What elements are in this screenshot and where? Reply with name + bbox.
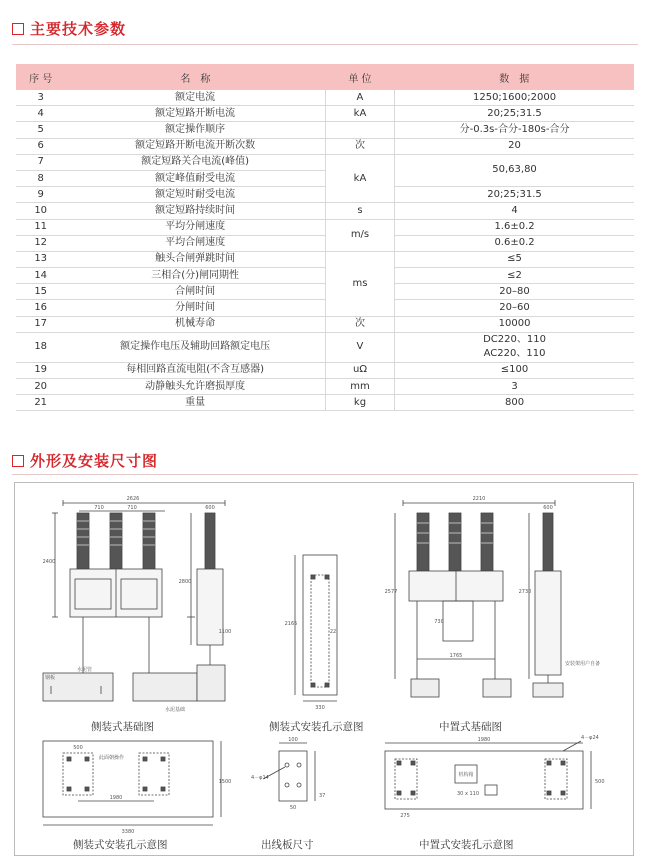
dim-label: 1980 bbox=[477, 737, 491, 743]
cell-data: 800 bbox=[395, 395, 634, 411]
table-row bbox=[16, 203, 634, 219]
cell-no: 4 bbox=[16, 106, 65, 122]
dim-label: 2165 bbox=[284, 621, 298, 627]
cell-data: 3 bbox=[395, 379, 634, 395]
cell-unit: kg bbox=[325, 395, 394, 411]
cell-no: 10 bbox=[16, 203, 65, 219]
table-row bbox=[16, 379, 634, 395]
outlet-plate-drawing bbox=[263, 743, 315, 801]
cell-name: 动静触头允许磨损厚度 bbox=[65, 379, 325, 395]
dim-label: 500 bbox=[73, 745, 83, 751]
cell-data: 20 bbox=[395, 138, 634, 154]
cell-name: 机械寿命 bbox=[65, 316, 325, 332]
caption-outlet: 出线板尺寸 bbox=[261, 839, 314, 851]
side-mount-breaker-drawing bbox=[43, 500, 225, 701]
dim-label: 22 bbox=[329, 629, 337, 635]
cell-no: 13 bbox=[16, 251, 65, 267]
header-data: 数 据 bbox=[395, 64, 634, 90]
cell-no: 5 bbox=[16, 122, 65, 138]
cell-unit: m/s bbox=[325, 219, 394, 251]
dim-label: 730 bbox=[434, 619, 444, 625]
cell-no: 6 bbox=[16, 138, 65, 154]
note-label: 水泥管 bbox=[77, 667, 93, 673]
table-row bbox=[16, 106, 634, 122]
cell-data: ≤2 bbox=[395, 268, 634, 284]
cell-name: 三相合(分)闸同期性 bbox=[65, 268, 325, 284]
table-row bbox=[16, 90, 634, 106]
dim-label: 330 bbox=[315, 705, 325, 711]
caption-side-hole-plan: 侧装式安装孔示意图 bbox=[73, 839, 168, 851]
dim-label: 710 bbox=[127, 505, 137, 511]
dim-label: 2626 bbox=[126, 496, 140, 502]
dim-label: 1500 bbox=[218, 779, 232, 785]
cell-name: 平均分闸速度 bbox=[65, 219, 325, 235]
note-label: 此面朝操作 bbox=[99, 755, 125, 761]
dim-label: 275 bbox=[400, 813, 410, 819]
cell-name: 额定操作顺序 bbox=[65, 122, 325, 138]
cell-no: 3 bbox=[16, 90, 65, 106]
cell-no: 9 bbox=[16, 187, 65, 203]
cell-name: 合闸时间 bbox=[65, 284, 325, 300]
cell-unit: mm bbox=[325, 379, 394, 395]
note-label: 安装架用户自备 bbox=[565, 661, 601, 667]
cell-name: 额定电流 bbox=[65, 90, 325, 106]
table-row bbox=[16, 268, 634, 284]
dim-label: 2800 bbox=[178, 579, 192, 585]
caption-mid-base: 中置式基础图 bbox=[439, 721, 502, 733]
table-row bbox=[16, 187, 634, 203]
cell-name: 额定短路开断电流开断次数 bbox=[65, 138, 325, 154]
dim-label: 1100 bbox=[218, 629, 232, 635]
cell-no: 14 bbox=[16, 268, 65, 284]
note-label: 机构箱 bbox=[458, 772, 474, 778]
dim-label: 600 bbox=[543, 505, 553, 511]
dim-label: 2210 bbox=[472, 496, 486, 502]
cell-unit: uΩ bbox=[325, 362, 394, 378]
cell-data: 0.6±0.2 bbox=[395, 235, 634, 251]
cell-data: 20–60 bbox=[395, 300, 634, 316]
drawing-section-title: 外形及安装尺寸图 bbox=[30, 452, 159, 470]
dim-label: 100 bbox=[288, 737, 298, 743]
cell-unit: kA bbox=[325, 106, 394, 122]
cell-name: 额定峰值耐受电流 bbox=[65, 170, 325, 186]
caption-side-hole: 侧装式安装孔示意图 bbox=[269, 721, 364, 733]
cell-name: 额定短时耐受电流 bbox=[65, 187, 325, 203]
cell-name: 额定操作电压及辅助回路额定电压 bbox=[65, 332, 325, 362]
cell-no: 20 bbox=[16, 379, 65, 395]
cell-no: 19 bbox=[16, 362, 65, 378]
dim-label: 2400 bbox=[42, 559, 56, 565]
cell-no: 15 bbox=[16, 284, 65, 300]
cell-data: ≤100 bbox=[395, 362, 634, 378]
dim-label: 3380 bbox=[121, 829, 135, 835]
table-row bbox=[16, 362, 634, 378]
cell-name: 平均合闸速度 bbox=[65, 235, 325, 251]
cell-no: 17 bbox=[16, 316, 65, 332]
table-row bbox=[16, 332, 634, 362]
side-mount-hole-drawing bbox=[295, 555, 337, 701]
dim-label: 2730 bbox=[518, 589, 532, 595]
dimension-drawing bbox=[15, 483, 633, 855]
dim-label: 1765 bbox=[449, 653, 463, 659]
cell-name: 分闸时间 bbox=[65, 300, 325, 316]
header-name: 名 称 bbox=[65, 64, 325, 90]
middle-mount-breaker-drawing bbox=[395, 500, 563, 697]
cell-unit: V bbox=[325, 332, 394, 362]
cell-data-line: DC220、110 bbox=[483, 334, 546, 346]
cell-name: 触头合闸弹跳时间 bbox=[65, 251, 325, 267]
dim-label: 710 bbox=[94, 505, 104, 511]
divider bbox=[12, 474, 638, 475]
cell-unit: kA bbox=[325, 154, 394, 203]
cell-data-line: AC220、110 bbox=[483, 348, 546, 360]
spec-section-header bbox=[12, 18, 126, 39]
caption-mid-hole-plan: 中置式安装孔示意图 bbox=[419, 839, 514, 851]
cell-data: 50,63,80 bbox=[395, 154, 634, 186]
cell-no: 21 bbox=[16, 395, 65, 411]
table-row bbox=[16, 138, 634, 154]
spec-table bbox=[16, 64, 634, 411]
table-row bbox=[16, 122, 634, 138]
cell-unit: ms bbox=[325, 251, 394, 316]
checkbox-square-icon bbox=[12, 455, 24, 467]
dim-label: 600 bbox=[205, 505, 215, 511]
header-no: 序 号 bbox=[16, 64, 65, 90]
cell-data: 20;25;31.5 bbox=[395, 187, 634, 203]
dim-label: 50 bbox=[289, 805, 297, 811]
cell-name: 每相回路直流电阻(不含互感器) bbox=[65, 362, 325, 378]
cell-data: 1.6±0.2 bbox=[395, 219, 634, 235]
cell-unit bbox=[325, 122, 394, 138]
note-label: 钢板 bbox=[45, 675, 56, 681]
checkbox-square-icon bbox=[12, 23, 24, 35]
cell-unit: s bbox=[325, 203, 394, 219]
cell-data: 4 bbox=[395, 203, 634, 219]
dim-label: 1980 bbox=[109, 795, 123, 801]
table-row bbox=[16, 284, 634, 300]
cell-data bbox=[395, 332, 634, 362]
dim-label: 30 x 110 bbox=[457, 791, 480, 797]
cell-name: 额定短路开断电流 bbox=[65, 106, 325, 122]
dim-label: 2577 bbox=[384, 589, 398, 595]
note-label: 水泥基础 bbox=[165, 707, 186, 713]
dim-label: 4－φ14 bbox=[251, 775, 269, 781]
dim-label: 37 bbox=[319, 793, 326, 799]
middle-hole-plan-drawing bbox=[385, 741, 591, 809]
cell-no: 18 bbox=[16, 332, 65, 362]
dimension-drawing-panel bbox=[14, 482, 634, 856]
cell-name: 额定短路关合电流(峰值) bbox=[65, 154, 325, 170]
cell-data: 分-0.3s-合分-180s-合分 bbox=[395, 122, 634, 138]
table-row bbox=[16, 235, 634, 251]
cell-data: 1250;1600;2000 bbox=[395, 90, 634, 106]
divider bbox=[12, 44, 638, 45]
cell-unit: 次 bbox=[325, 316, 394, 332]
cell-name: 额定短路持续时间 bbox=[65, 203, 325, 219]
cell-data: 20;25;31.5 bbox=[395, 106, 634, 122]
cell-no: 8 bbox=[16, 170, 65, 186]
cell-no: 7 bbox=[16, 154, 65, 170]
dim-label: 500 bbox=[595, 779, 605, 785]
caption-side-base: 侧装式基础图 bbox=[91, 721, 154, 733]
table-row bbox=[16, 251, 634, 267]
drawing-section-header bbox=[12, 450, 158, 471]
table-row bbox=[16, 219, 634, 235]
cell-unit: A bbox=[325, 90, 394, 106]
cell-data: 20–80 bbox=[395, 284, 634, 300]
table-row bbox=[16, 395, 634, 411]
header-unit: 单 位 bbox=[325, 64, 394, 90]
cell-data: ≤5 bbox=[395, 251, 634, 267]
table-row bbox=[16, 300, 634, 316]
dim-label: 4－φ24 bbox=[581, 735, 599, 741]
cell-no: 16 bbox=[16, 300, 65, 316]
cell-data: 10000 bbox=[395, 316, 634, 332]
table-row bbox=[16, 316, 634, 332]
cell-name: 重量 bbox=[65, 395, 325, 411]
table-header-row bbox=[16, 64, 634, 90]
cell-no: 12 bbox=[16, 235, 65, 251]
table-row bbox=[16, 154, 634, 170]
cell-no: 11 bbox=[16, 219, 65, 235]
side-hole-plan-drawing bbox=[43, 741, 221, 825]
spec-section-title: 主要技术参数 bbox=[30, 20, 127, 38]
cell-unit: 次 bbox=[325, 138, 394, 154]
